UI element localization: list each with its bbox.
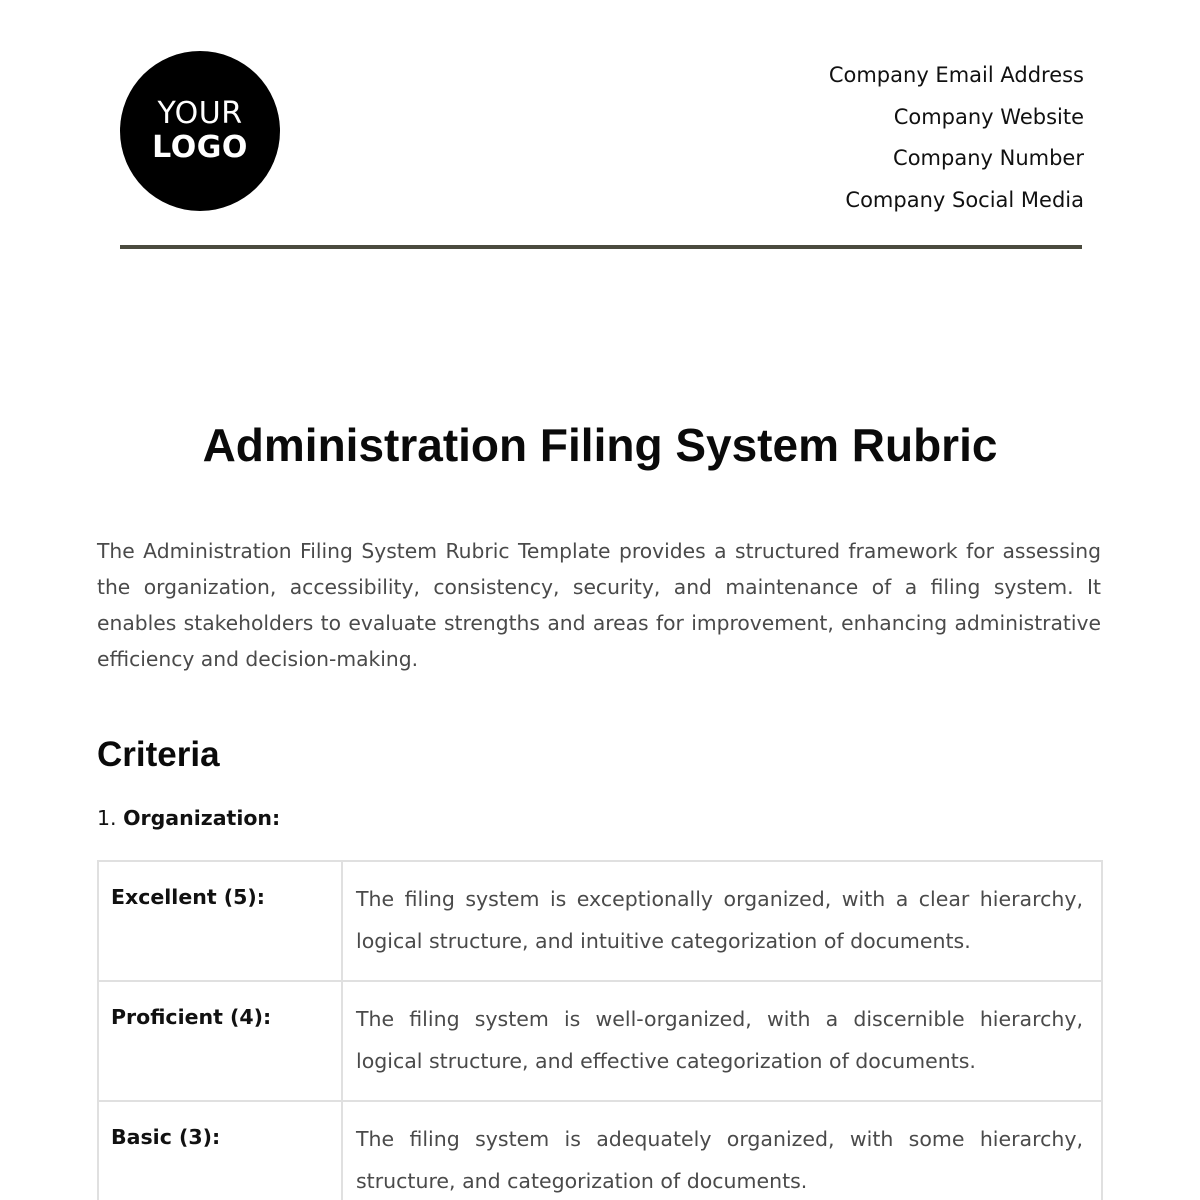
document-title: Administration Filing System Rubric	[202, 419, 998, 471]
company-contact-block	[829, 55, 1084, 222]
company-number: Company Number	[893, 146, 1084, 171]
header-divider	[120, 245, 1082, 249]
criterion-number: 1.	[97, 806, 117, 830]
company-website: Company Website	[893, 104, 1084, 129]
table-row	[98, 861, 1102, 981]
company-social-media: Company Social Media	[845, 188, 1084, 213]
company-email: Company Email Address	[828, 63, 1084, 87]
rubric-level: Basic (3):	[98, 1101, 342, 1200]
section-heading-criteria: Criteria	[97, 735, 220, 774]
rubric-level: Proficient (4):	[98, 981, 342, 1101]
table-row	[98, 981, 1102, 1101]
logo-line-2: LOGO	[152, 130, 248, 165]
rubric-level: Excellent (5):	[98, 861, 342, 981]
rubric-description: The filing system is adequately organized, with some hierarchy, structure, and categorization of documents.	[342, 1101, 1102, 1200]
rubric-description: The filing system is well-organized, with a discernible hierarchy, logical structure, and effective categorization of documents.	[342, 981, 1102, 1101]
criterion-heading	[97, 806, 280, 830]
logo-line-1: YOUR	[157, 96, 243, 131]
rubric-table	[97, 860, 1103, 1200]
company-logo	[120, 51, 280, 211]
criterion-label: Organization:	[123, 806, 281, 830]
table-row	[98, 1101, 1102, 1200]
intro-paragraph: The Administration Filing System Rubric Template provides a structured framework for assessing the organization, accessibility, consistency, security, and maintenance of a filing system. It enables stakeholders to evaluate strengths and areas for improvement, enhancing administrative efficiency and decision-making.	[97, 539, 1101, 671]
rubric-description: The filing system is exceptionally organized, with a clear hierarchy, logical structure, and intuitive categorization of documents.	[342, 861, 1102, 981]
